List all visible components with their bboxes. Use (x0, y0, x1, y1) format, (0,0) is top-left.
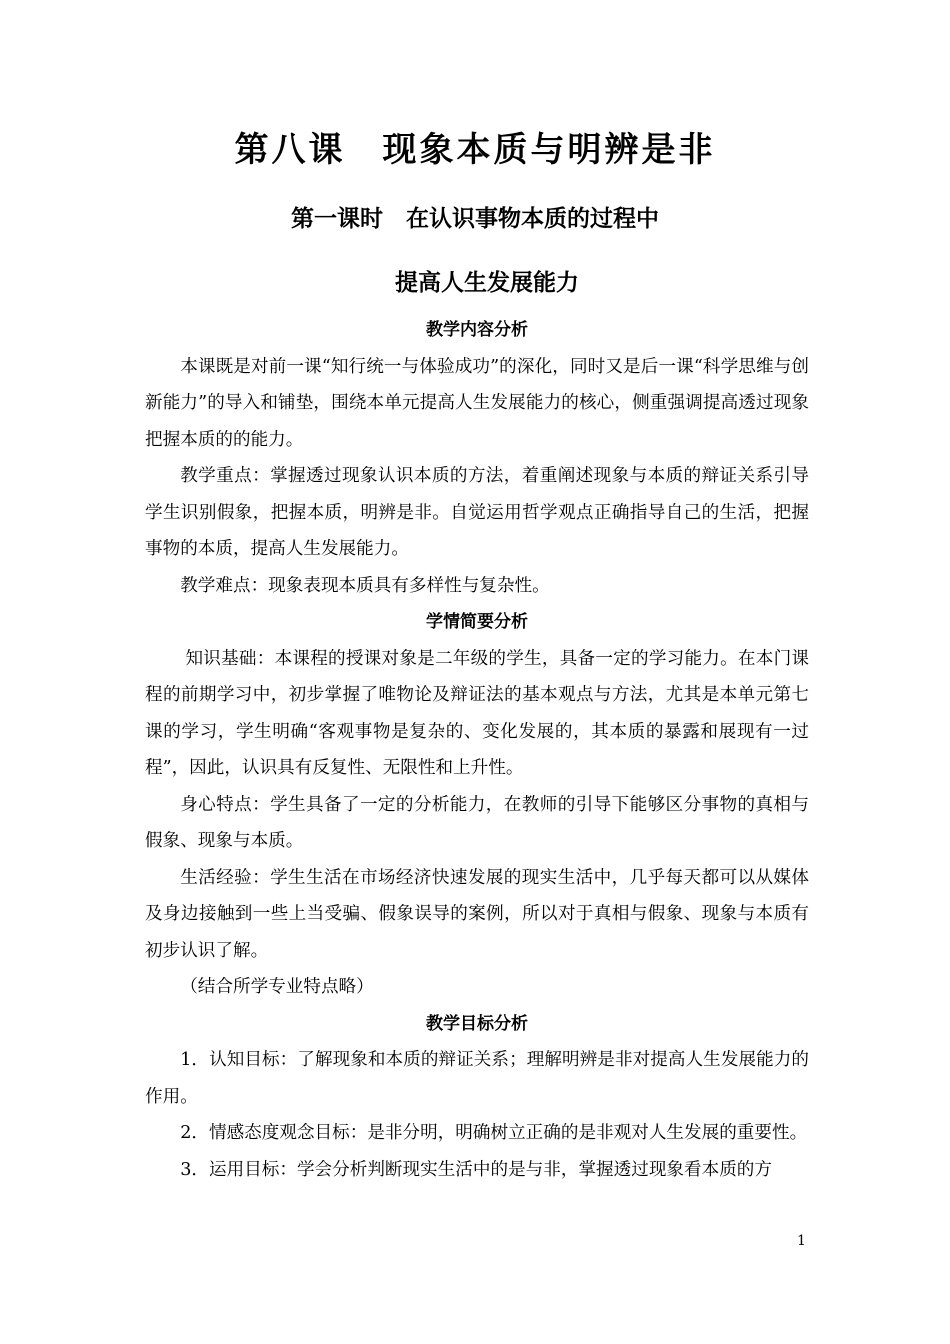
lesson-title: 第八课 现象本质与明辨是非 (234, 130, 716, 170)
paragraph: 教学难点：现象表现本质具有多样性与复杂性。 (180, 575, 550, 596)
paragraph: 本课既是对前一课“知行统一与体验成功”的深化，同时又是后一课“科学思维与创新能力”的导入和铺垫，围绕本单元提高人生发展能力的核心，侧重强调提高透过现象把握本质的的能力。 (145, 356, 809, 450)
paragraph: 身心特点：学生具备了一定的分析能力，在教师的引导下能够区分事物的真相与假象、现象与本质。 (145, 794, 809, 851)
document-body (145, 312, 809, 1188)
paragraph: （结合所学专业特点略） (180, 977, 374, 997)
paragraph: 2．情感态度观念目标：是非分明，明确树立正确的是非观对人生发展的重要性。 (180, 1123, 808, 1143)
paragraph: 知识基础：本课程的授课对象是二年级的学生，具备一定的学习能力。在本门课程的前期学习中，初步掌握了唯物论及辩证法的基本观点与方法，尤其是本单元第七课的学习，学生明确“客观事物是复杂的、变化发展的，其本质的暴露和展现有一过程”，因此，认识具有反复性、无限性和上升性。 (145, 648, 809, 778)
section-heading-content-analysis: 教学内容分析 (426, 320, 528, 340)
paragraph: 教学重点：掌握透过现象认识本质的方法，着重阐述现象与本质的辩证关系引导学生识别假象，把握本质，明辨是非。自觉运用哲学观点正确指导自己的生活，把握事物的本质，提高人生发展能力。 (145, 466, 809, 559)
section-heading-objectives: 教学目标分析 (426, 1013, 528, 1034)
lesson-subtitle-line1: 第一课时 在认识事物本质的过程中 (291, 206, 659, 232)
paragraph: 生活经验：学生生活在市场经济快速发展的现实生活中，几乎每天都可以从媒体及身边接触到一些上当受骗、假象误导的案例，所以对于真相与假象、现象与本质有初步认识了解。 (145, 867, 809, 961)
lesson-subtitle-line2: 提高人生发展能力 (395, 270, 579, 296)
paragraph: 1．认知目标：了解现象和本质的辩证关系；理解明辨是非对提高人生发展能力的作用。 (145, 1050, 809, 1107)
page-number: 1 (797, 1233, 806, 1249)
section-heading-student-analysis: 学情简要分析 (426, 612, 528, 632)
paragraph: 3．运用目标：学会分析判断现实生活中的是与非，掌握透过现象看本质的方 (180, 1159, 772, 1180)
